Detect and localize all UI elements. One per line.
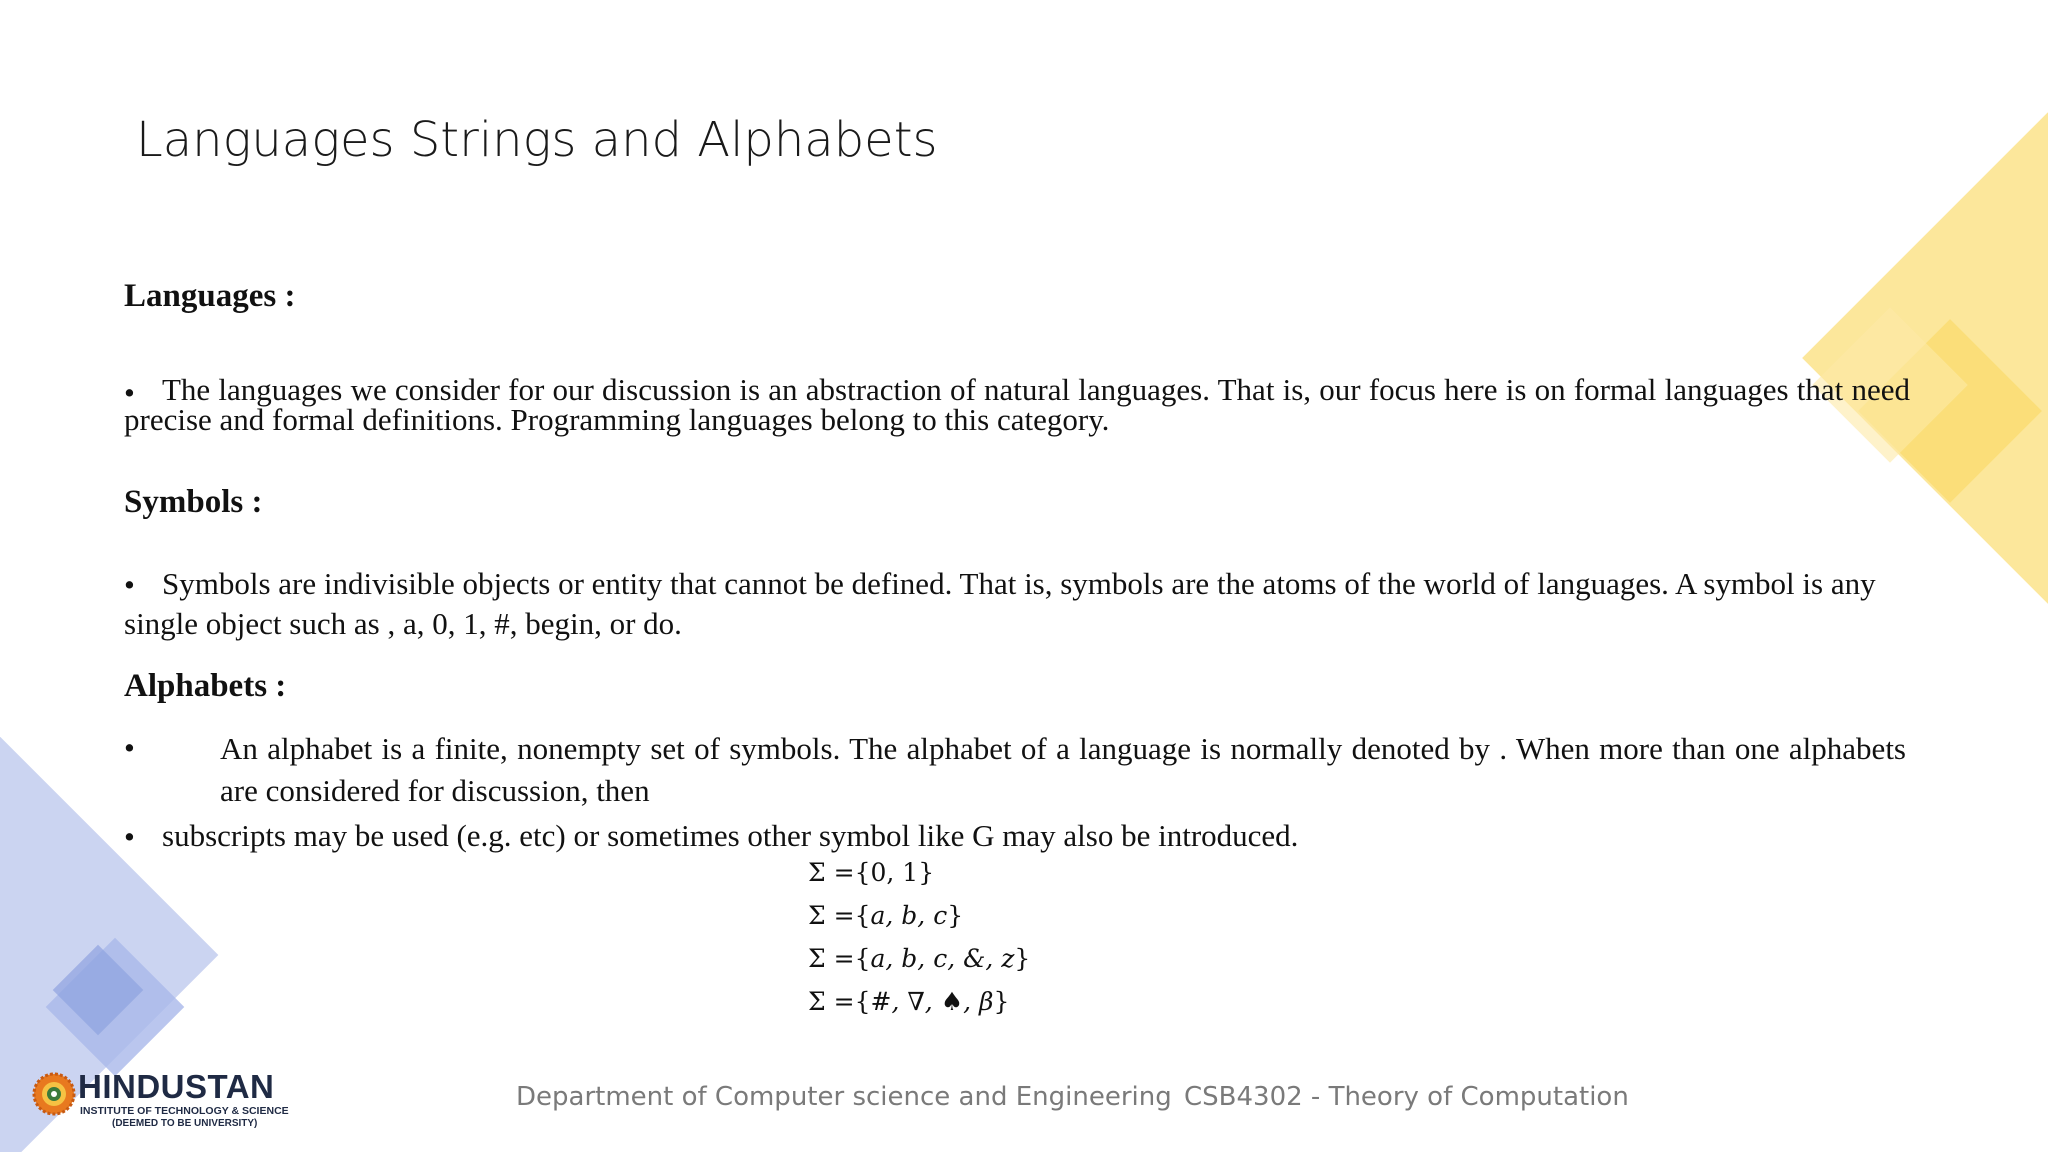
close-brace: } [918,858,935,887]
alphabet-example [808,901,963,930]
open-brace: { [854,901,871,930]
languages-paragraph [124,372,1910,437]
equals-sign: = [833,901,855,930]
alphabets-heading: Alphabets : [124,668,287,704]
logo-emblem-icon [32,1072,76,1116]
logo-subtitle: INSTITUTE OF TECHNOLOGY & SCIENCE [80,1105,289,1117]
equals-sign: = [833,858,855,887]
alphabet-example [808,858,934,887]
sigma-symbol: Σ [808,901,826,930]
subscripts-text: subscripts may be used (e.g. etc) or sometimes other symbol like G may also be introduced. [162,818,1299,853]
symbols-paragraph [124,564,1924,644]
sigma-symbol: Σ [808,944,826,973]
symbols-heading: Symbols : [124,484,263,520]
alphabets-text: An alphabet is a finite, nonempty set of symbols. The alphabet of a language is normally denoted by . When more than one alphabets are considered for discussion, then [220,731,1906,808]
close-brace: } [947,901,964,930]
bullet-marker: • [124,375,135,410]
alphabet-example [808,944,1030,973]
set-members: 0, 1 [870,858,919,887]
set-members: #, ∇, ♠, β [870,987,994,1016]
logo-name: HINDUSTAN [78,1068,275,1105]
languages-text: The languages we consider for our discussion is an abstraction of natural languages. That is, our focus here is on formal languages that need precise and formal definitions. Programming languages belong to this category. [124,372,1910,437]
close-brace: } [993,987,1010,1016]
hindustan-logo [32,1068,292,1128]
sigma-symbol: Σ [808,987,826,1016]
equals-sign: = [833,987,855,1016]
set-members: a, b, c, &, z [870,944,1015,973]
bullet-marker: • [124,730,135,765]
sigma-symbol: Σ [808,858,826,887]
slide-title: Languages Strings and Alphabets [136,112,938,168]
open-brace: { [854,987,871,1016]
open-brace: { [854,944,871,973]
symbols-text: Symbols are indivisible objects or entity that cannot be defined. That is, symbols are the atoms of the world of languages. A symbol is any single object such as , a, 0, 1, #, begin, or do. [124,566,1876,641]
languages-heading: Languages : [124,278,296,314]
set-members: a, b, c [870,901,948,930]
alphabet-example [808,987,1009,1016]
footer-course: CSB4302 - Theory of Computation [1184,1082,1629,1112]
footer-department: Department of Computer science and Engineering [516,1082,1172,1112]
alphabets-paragraph [220,728,1906,812]
logo-tagline: (DEEMED TO BE UNIVERSITY) [112,1118,258,1129]
close-brace: } [1014,944,1031,973]
open-brace: { [854,858,871,887]
equals-sign: = [833,944,855,973]
bullet-marker: • [124,819,135,854]
bullet-marker: • [124,567,135,602]
subscripts-paragraph [162,819,1902,853]
